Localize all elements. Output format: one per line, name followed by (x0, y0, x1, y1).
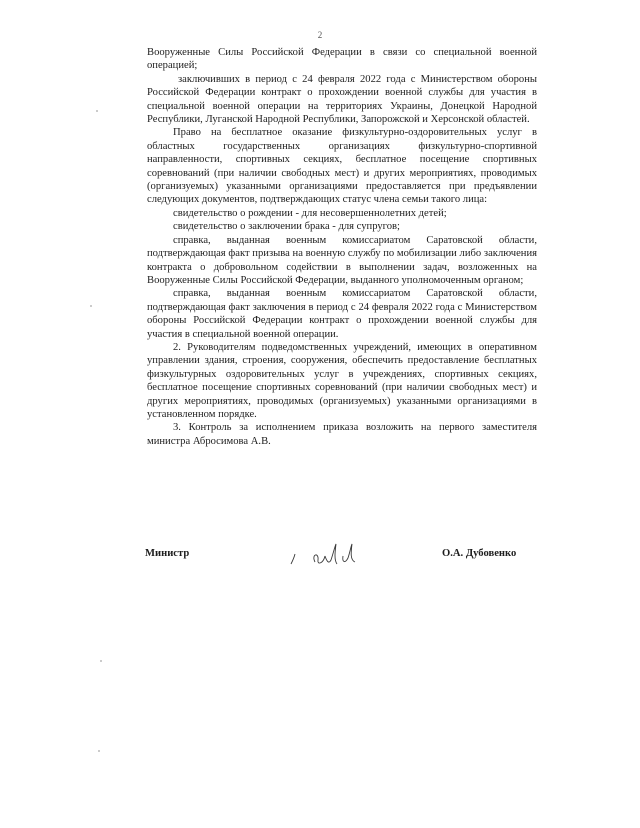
handwritten-signature (285, 540, 375, 574)
list-item-marriage-certificate: свидетельство о заключении брака - для супругов; (173, 221, 400, 233)
page-number: 2 (317, 30, 323, 40)
scan-artifact (100, 660, 102, 662)
signatory-name: О.А. Дубовенко (442, 548, 517, 559)
scan-artifact (96, 110, 98, 112)
paragraph-armed-forces-continuation: Вооруженные Силы Российской Федерации в связи со специальной военной операцией; (147, 47, 537, 72)
list-item-birth-certificate: свидетельство о рождении - для несовершеннолетних детей; (173, 207, 447, 219)
signatory-title: Министр (145, 548, 190, 559)
scan-artifact (98, 750, 100, 752)
scan-artifact (90, 305, 92, 307)
document-body (147, 46, 537, 448)
signature-block (145, 540, 545, 580)
paragraph-right-to-free-services: Право на бесплатное оказание физкультурно-оздоровительных услуг в областных государственных организациях физкультурно-спортивной направленности, спортивных секциях, бесплатное посещение спортивных соревнований (при наличии свободных мест) и других мероприятиях, проводимых (организуемых) указанными организациями предоставляется при предъявлении следующих документов, подтверждающих статус члена семьи такого лица: (147, 127, 537, 206)
list-item-mobilization-certificate: справка, выданная военным комиссариатом Саратовской области, подтверждающая факт призыва на военную службу по мобилизации либо заключения контракта о добровольном содействии в выполнении задач, возложенных на Вооруженные Силы Российской Федерации, выданного уполномоченным органом; (147, 234, 537, 286)
paragraph-contract-since-2022: заключивших в период с 24 февраля 2022 года с Министерством обороны Российской Федерации контракт о прохождении военной службы для участия в специальной военной операции на территориях Украины, Донецкой Народной Республики, Луганской Народной Республики, Запорожской и Херсонской областей. (147, 73, 537, 126)
paragraph-item-2-directors: 2. Руководителям подведомственных учреждений, имеющих в оперативном управлении здания, строения, сооружения, обеспечить предоставление бесплатных физкультурных оздоровительных услуг в учреждениях, спортивных секциях, бесплатное посещение спортивных соревнований (при наличии свободных мест) и других мероприятиях, проводимых (организуемых) указанными организациями в установленном порядке. (147, 341, 537, 420)
list-item-contract-certificate: справка, выданная военным комиссариатом Саратовской области, подтверждающая факт заключения в период с 24 февраля 2022 года с Министерством обороны Российской Федерации контракт о прохождении военной службы для участия в специальной военной операции. (147, 288, 537, 340)
paragraph-item-3-control: 3. Контроль за исполнением приказа возложить на первого заместителя министра Абросимова А.В. (147, 422, 537, 447)
